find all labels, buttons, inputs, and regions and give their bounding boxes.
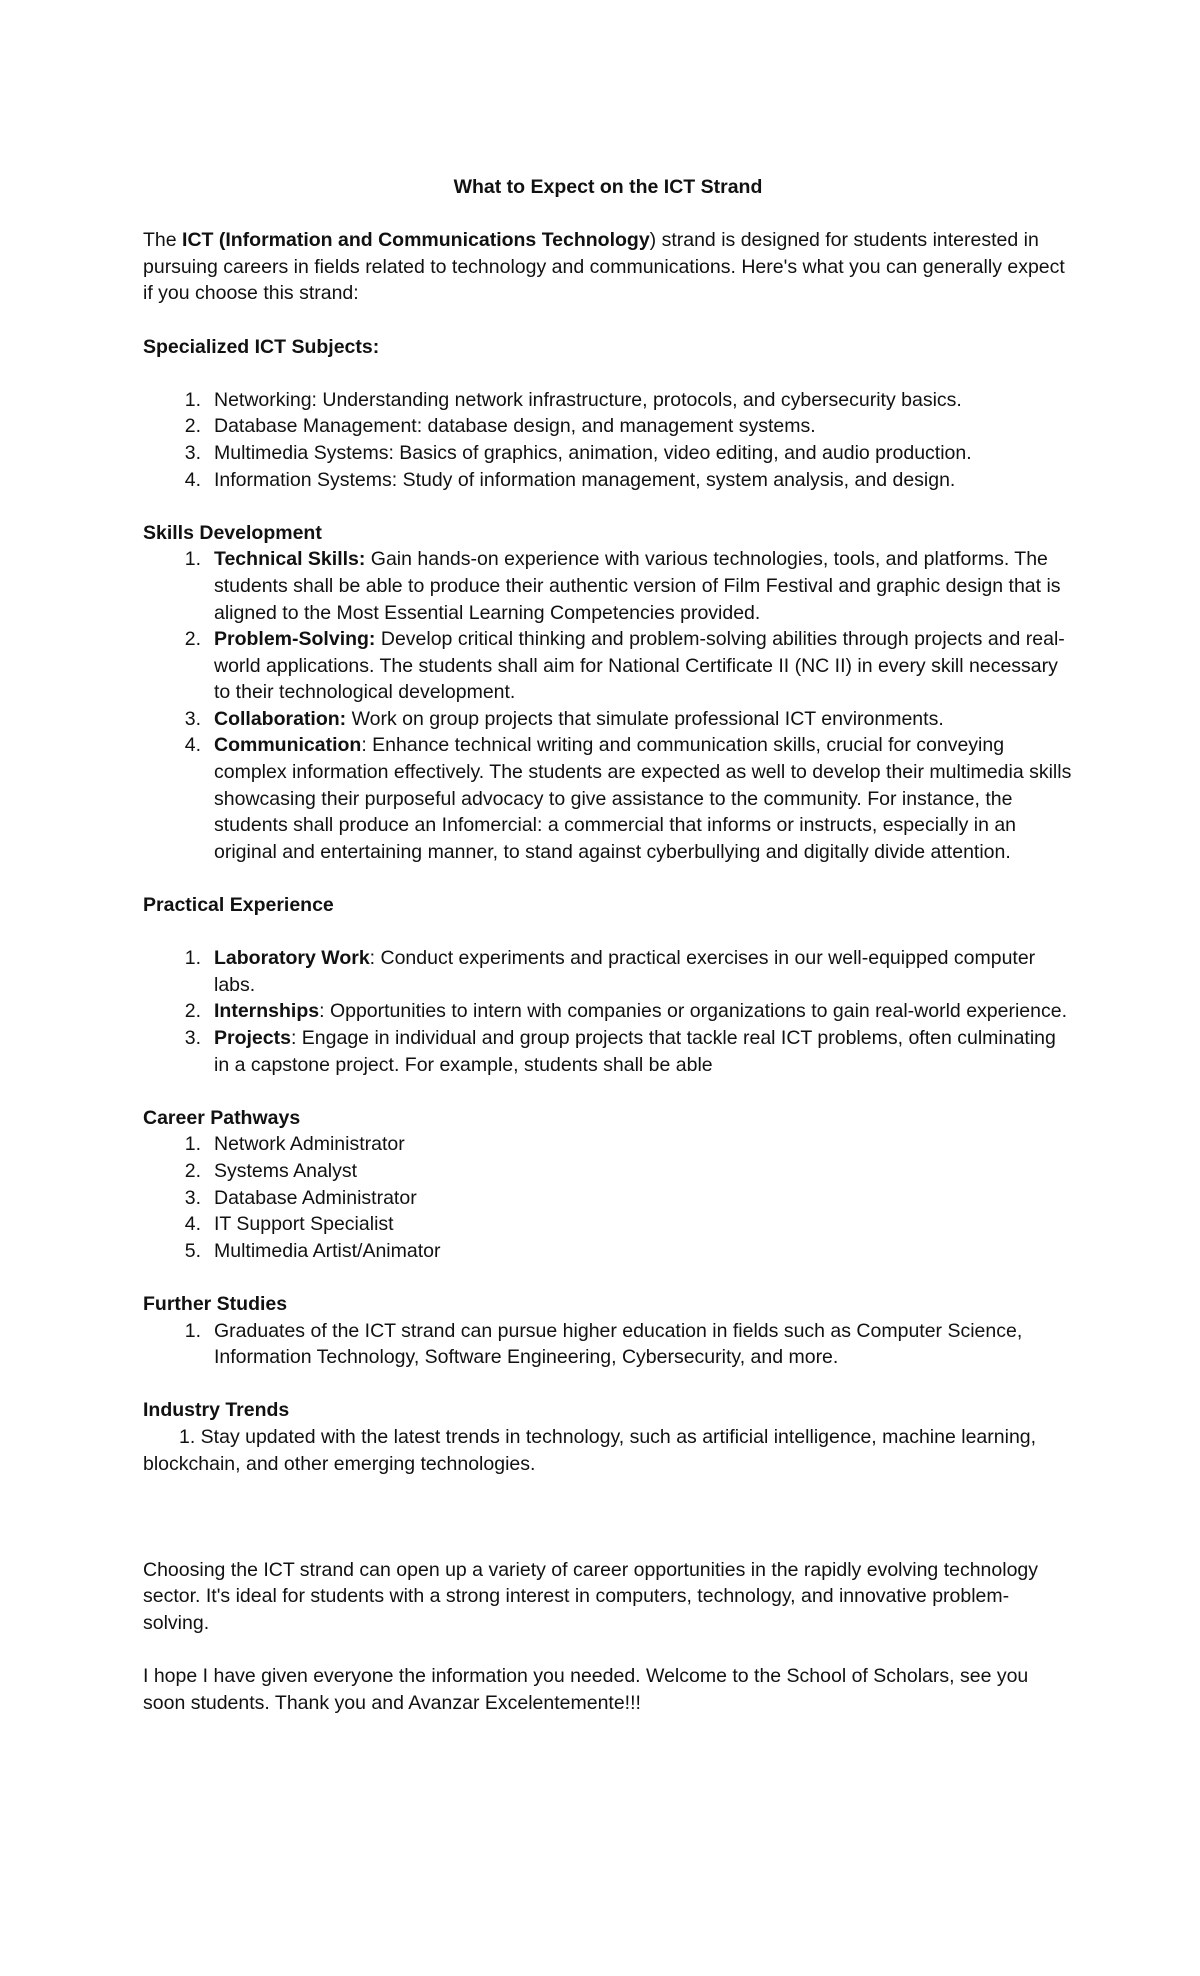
list-number: 1. — [184, 388, 201, 411]
farewell-paragraph: I hope I have given everyone the information you needed. Welcome to the School of Scholars, see you soon students. Thank you and Avanzar Excelentemente!!! — [143, 1665, 1029, 1714]
intro-prefix: The — [143, 229, 183, 252]
list-label: Internships — [214, 1000, 320, 1023]
list-number: 2. — [184, 1000, 201, 1023]
list-number: 1. — [184, 1133, 201, 1156]
section-heading-career: Career Pathways — [143, 1106, 301, 1129]
career-list — [143, 1131, 1073, 1264]
list-text: Work on group projects that simulate professional ICT environments. — [346, 707, 944, 730]
list-item — [143, 1158, 1073, 1185]
list-number: 1. — [184, 548, 201, 571]
section-heading-skills: Skills Development — [143, 521, 322, 544]
list-number: 2. — [184, 415, 201, 438]
list-number: 5. — [184, 1239, 201, 1262]
list-label: Problem-Solving: — [214, 628, 376, 651]
intro-suffix: ) strand is designed for students interested in pursuing careers in fields related to technology and communications. Here's what you can generally expect if you choose this strand: — [143, 229, 1065, 305]
list-number: 3. — [184, 707, 201, 730]
list-item — [143, 1185, 1073, 1212]
list-item — [143, 413, 1073, 440]
list-text: : Conduct experiments and practical exercises in our well-equipped computer labs. — [214, 947, 1036, 996]
section-heading-specialized: Specialized ICT Subjects: — [143, 335, 380, 358]
list-text: Information Systems: Study of information management, system analysis, and design. — [214, 468, 956, 491]
list-item — [143, 998, 1073, 1025]
practical-list — [143, 945, 1073, 1078]
list-item — [143, 732, 1073, 865]
list-label: Collaboration: — [214, 707, 347, 730]
specialized-list — [143, 387, 1073, 493]
list-item — [143, 440, 1073, 467]
list-number: 4. — [184, 1213, 201, 1236]
list-text: Graduates of the ICT strand can pursue higher education in fields such as Computer Science, Information Technology, Software Engineering, Cybersecurity, and more. — [214, 1319, 1023, 1369]
list-item — [143, 1025, 1073, 1078]
list-label: Projects — [214, 1027, 291, 1049]
list-text: : Engage in individual and group projects that tackle real ICT problems, often culminating in a capstone project. For example, students shall be able — [214, 1027, 1056, 1076]
list-text: Database Administrator — [214, 1186, 417, 1209]
list-text: Gain hands-on experience with various technologies, tools, and platforms. The students shall be able to produce their authentic version of Film Festival and graphic design that is aligned to the Most Essential Learning Competencies provided. — [214, 548, 1061, 624]
list-item — [143, 546, 1073, 626]
list-item — [143, 1318, 1073, 1371]
list-text: IT Support Specialist — [214, 1213, 394, 1236]
further-list — [143, 1318, 1073, 1371]
section-heading-trends: Industry Trends — [143, 1399, 290, 1422]
list-item — [143, 945, 1073, 998]
list-number: 1. — [184, 1319, 201, 1342]
document-body — [143, 174, 1073, 1716]
list-number: 2. — [184, 1159, 201, 1182]
list-text: Multimedia Systems: Basics of graphics, animation, video editing, and audio production. — [214, 441, 972, 464]
list-item — [143, 467, 1073, 494]
closing-paragraph: Choosing the ICT strand can open up a variety of career opportunities in the rapidly evolving technology sector. It's ideal for students with a strong interest in computers, technology, and innovative problem-solving. — [143, 1558, 1039, 1635]
list-text: Database Management: database design, and management systems. — [214, 415, 816, 438]
list-label: Technical Skills: — [214, 548, 366, 571]
trends-paragraph — [143, 1424, 1073, 1477]
intro-paragraph — [143, 227, 1073, 307]
list-number: 1. — [184, 947, 201, 970]
list-text: Develop critical thinking and problem-solving abilities through projects and real-world applications. The students shall aim for National Certificate II (NC II) in every skill necessary to their technological development. — [214, 628, 1065, 704]
trends-text: 1. Stay updated with the latest trends in technology, such as artificial intelligence, machine learning, blockchain, and other emerging technologies. — [143, 1425, 1037, 1475]
list-text: : Enhance technical writing and communication skills, crucial for conveying complex information effectively. The students are expected as well to develop their multimedia skills showcasing their purposeful advocacy to give assistance to the community. For instance, the students shall produce an Infomercial: a commercial that informs or instructs, especially in an original and entertaining manner, to stand against cyberbullying and digitally divide attention. — [214, 734, 1072, 863]
list-text: Networking: Understanding network infrastructure, protocols, and cybersecurity basics. — [214, 388, 962, 411]
intro-ict-bold: ICT (Information and Communications Technology — [182, 229, 650, 252]
list-number: 2. — [184, 628, 201, 651]
list-item — [143, 1211, 1073, 1238]
list-label: Communication — [214, 734, 362, 757]
list-label: Laboratory Work — [214, 947, 370, 970]
section-heading-practical: Practical Experience — [143, 894, 334, 917]
list-number: 4. — [184, 734, 201, 757]
list-text: Systems Analyst — [214, 1159, 358, 1182]
list-text: : Opportunities to intern with companies or organizations to gain real-world experience. — [319, 1000, 1068, 1023]
list-number: 4. — [184, 468, 201, 491]
list-item — [143, 1238, 1073, 1265]
list-item — [143, 387, 1073, 414]
list-item — [143, 1131, 1073, 1158]
list-number: 3. — [184, 1027, 201, 1049]
list-number: 3. — [184, 1186, 201, 1209]
skills-list — [143, 546, 1073, 865]
list-item — [143, 706, 1073, 733]
list-text: Multimedia Artist/Animator — [214, 1239, 441, 1262]
list-item — [143, 626, 1073, 706]
document-title: What to Expect on the ICT Strand — [453, 176, 763, 198]
section-heading-further: Further Studies — [143, 1292, 288, 1315]
list-number: 3. — [184, 441, 201, 464]
list-text: Network Administrator — [214, 1133, 405, 1156]
